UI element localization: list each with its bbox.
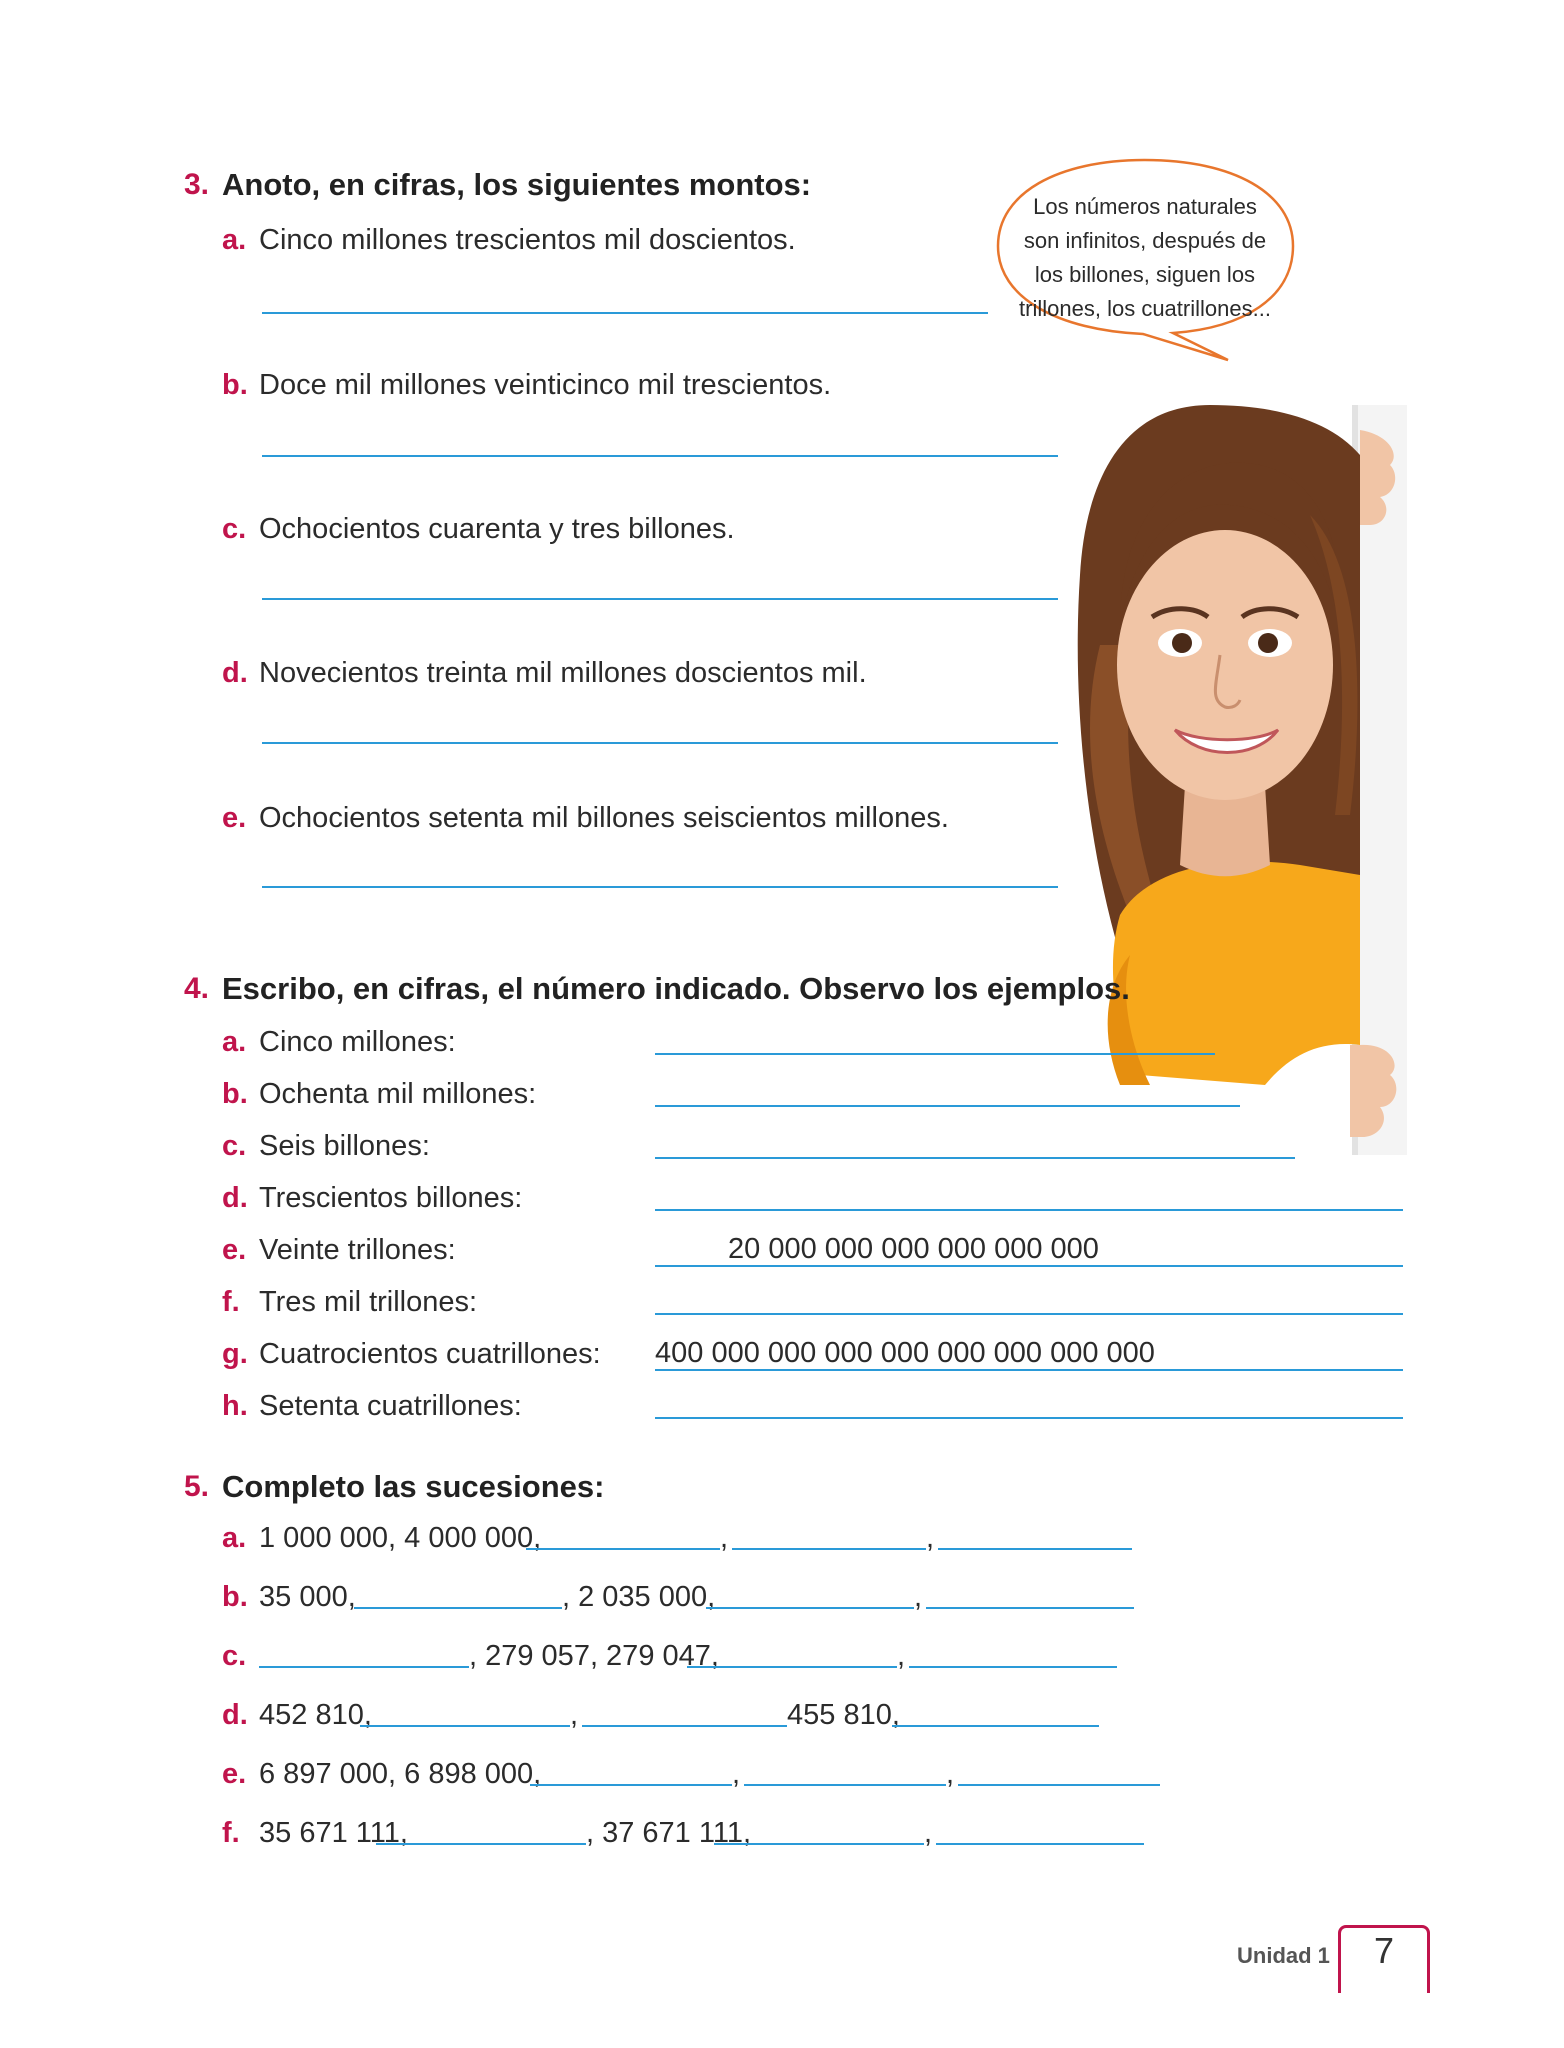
item-letter: f. <box>222 1817 240 1849</box>
answer-line[interactable] <box>892 1725 1099 1727</box>
answer-line[interactable] <box>376 1843 586 1845</box>
answer-line[interactable] <box>655 1209 1403 1211</box>
comma: , <box>720 1522 729 1554</box>
answer-line[interactable] <box>262 598 1058 600</box>
sequence-given: 1 000 000, 4 000 000, <box>259 1522 542 1554</box>
answer-line[interactable] <box>655 1265 1403 1267</box>
item-letter: b. <box>222 369 248 401</box>
sequence-given: , 37 671 111, <box>586 1817 752 1849</box>
exercise-number: 3. <box>184 168 210 201</box>
bubble-line: los billones, siguen los <box>1034 262 1256 287</box>
item-text: Trescientos billones: <box>259 1182 523 1214</box>
sequence-given: 35 671 111, <box>259 1817 408 1849</box>
answer-line[interactable] <box>655 1053 1215 1055</box>
item-letter: g. <box>222 1338 248 1370</box>
comma: , <box>924 1817 933 1849</box>
answer-line[interactable] <box>655 1417 1403 1419</box>
page-number: 7 <box>1373 1930 1395 1971</box>
example-answer: 400 000 000 000 000 000 000 000 000 <box>655 1337 1155 1369</box>
answer-line[interactable] <box>744 1784 946 1786</box>
answer-line[interactable] <box>354 1607 562 1609</box>
exercise-number: 4. <box>184 972 210 1005</box>
answer-line[interactable] <box>526 1548 720 1550</box>
comma: , <box>914 1581 923 1613</box>
answer-line[interactable] <box>655 1157 1295 1159</box>
answer-line[interactable] <box>262 886 1058 888</box>
answer-line[interactable] <box>732 1548 926 1550</box>
answer-line[interactable] <box>262 312 988 314</box>
sequence-given: 35 000, <box>259 1581 356 1613</box>
answer-line[interactable] <box>530 1784 732 1786</box>
example-answer: 20 000 000 000 000 000 000 <box>728 1233 1099 1265</box>
girl-illustration <box>1060 395 1420 1165</box>
answer-line[interactable] <box>938 1548 1132 1550</box>
item-text: Ochocientos setenta mil billones seiscientos millones. <box>259 802 949 834</box>
item-letter: c. <box>222 1640 247 1672</box>
answer-line[interactable] <box>582 1725 787 1727</box>
answer-line[interactable] <box>706 1607 914 1609</box>
answer-line[interactable] <box>936 1843 1144 1845</box>
item-text: Doce mil millones veinticinco mil trescientos. <box>259 369 832 401</box>
item-text: Cinco millones: <box>259 1026 456 1058</box>
item-letter: a. <box>222 1522 247 1554</box>
comma: , <box>570 1699 579 1731</box>
exercise-title: Completo las sucesiones: <box>222 1469 605 1504</box>
bubble-line: trillones, los cuatrillones... <box>1019 296 1271 321</box>
item-text: Seis billones: <box>259 1130 430 1162</box>
sequence-given: 452 810, <box>259 1699 372 1731</box>
answer-line[interactable] <box>714 1843 924 1845</box>
answer-line[interactable] <box>360 1725 570 1727</box>
item-letter: b. <box>222 1581 248 1613</box>
item-letter: d. <box>222 1699 248 1731</box>
item-letter: h. <box>222 1390 248 1422</box>
item-text: Veinte trillones: <box>259 1234 456 1266</box>
sequence-given: , 2 035 000, <box>562 1581 716 1613</box>
item-text: Cinco millones trescientos mil doscientos. <box>259 224 796 256</box>
comma: , <box>897 1640 906 1672</box>
answer-line[interactable] <box>926 1607 1134 1609</box>
item-text: Cuatrocientos cuatrillones: <box>259 1338 601 1370</box>
item-letter: e. <box>222 1234 247 1266</box>
item-letter: c. <box>222 1130 247 1162</box>
answer-line[interactable] <box>655 1313 1403 1315</box>
sequence-given: 455 810, <box>787 1699 900 1731</box>
comma: , <box>946 1758 955 1790</box>
item-letter: b. <box>222 1078 248 1110</box>
item-letter: a. <box>222 224 247 256</box>
sequence-given: , 279 057, 279 047, <box>469 1640 719 1672</box>
item-letter: d. <box>222 657 248 689</box>
sequence-given: 6 897 000, 6 898 000, <box>259 1758 542 1790</box>
answer-line[interactable] <box>909 1666 1117 1668</box>
answer-line[interactable] <box>687 1666 897 1668</box>
exercise-title: Anoto, en cifras, los siguientes montos: <box>222 167 812 202</box>
item-text: Novecientos treinta mil millones doscientos mil. <box>259 657 867 689</box>
item-text: Ochocientos cuarenta y tres billones. <box>259 513 735 545</box>
comma: , <box>732 1758 741 1790</box>
unit-label: Unidad 1 <box>1237 1943 1330 1968</box>
answer-line[interactable] <box>655 1105 1240 1107</box>
answer-line[interactable] <box>259 1666 469 1668</box>
answer-line[interactable] <box>262 742 1058 744</box>
bubble-line: Los números naturales <box>1033 194 1257 219</box>
item-text: Tres mil trillones: <box>259 1286 478 1318</box>
item-letter: e. <box>222 802 247 834</box>
item-letter: e. <box>222 1758 247 1790</box>
answer-line[interactable] <box>655 1369 1403 1371</box>
item-letter: c. <box>222 513 247 545</box>
comma: , <box>926 1522 935 1554</box>
exercise-title: Escribo, en cifras, el número indicado. Observo los ejemplos. <box>222 971 1130 1006</box>
answer-line[interactable] <box>262 455 1058 457</box>
bubble-line: son infinitos, después de <box>1023 228 1267 253</box>
item-letter: f. <box>222 1286 240 1318</box>
item-text: Setenta cuatrillones: <box>259 1390 522 1422</box>
item-letter: d. <box>222 1182 248 1214</box>
bubble-text <box>1010 190 1280 326</box>
item-letter: a. <box>222 1026 247 1058</box>
item-text: Ochenta mil millones: <box>259 1078 537 1110</box>
exercise-number: 5. <box>184 1470 210 1503</box>
answer-line[interactable] <box>958 1784 1160 1786</box>
